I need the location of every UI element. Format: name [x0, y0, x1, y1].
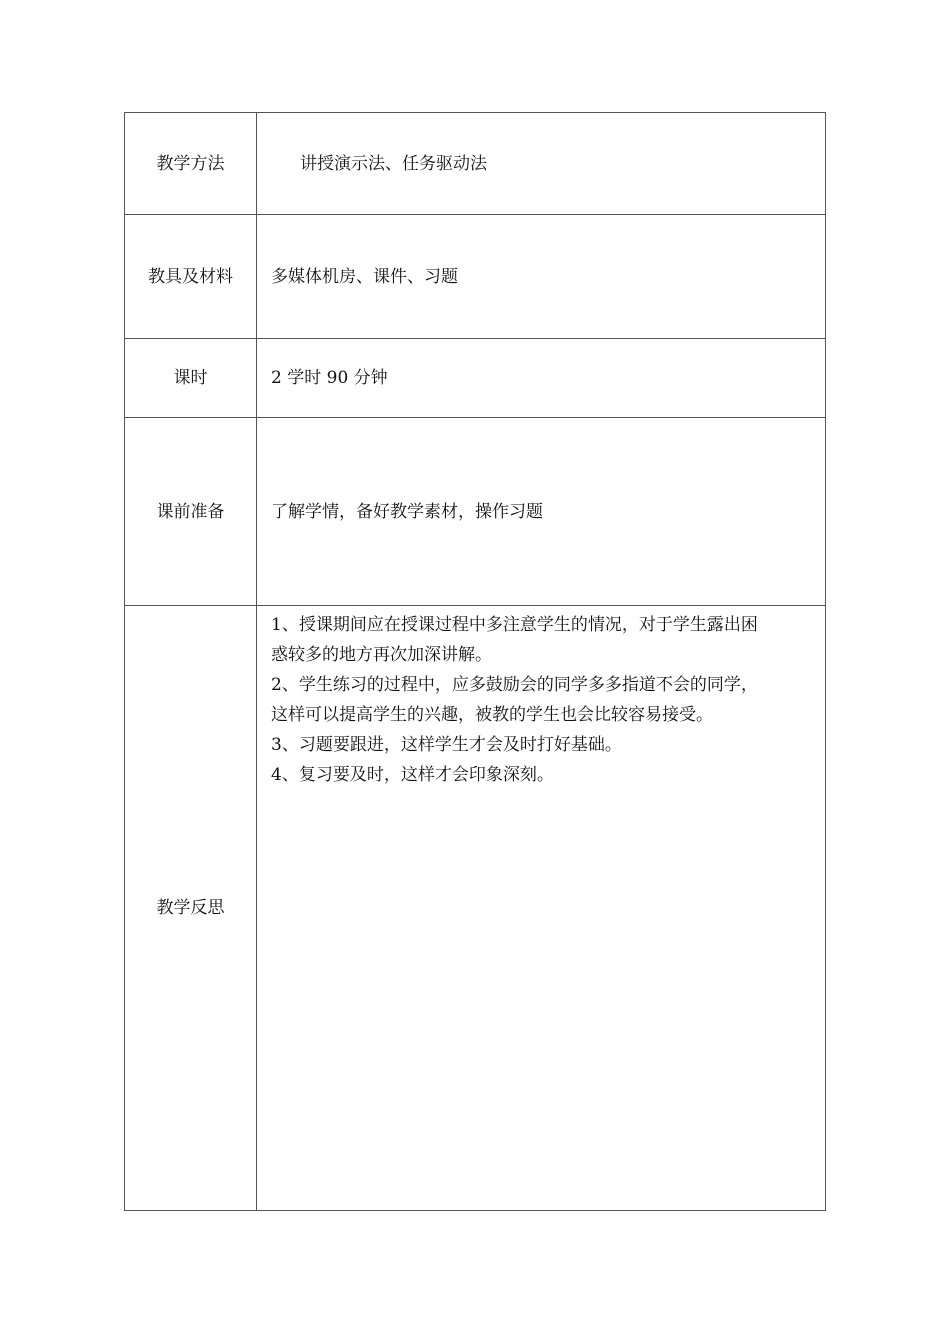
reflection-line: 3、习题要跟进，这样学生才会及时打好基础。: [271, 735, 622, 755]
reflection-line: 1、授课期间应在授课过程中多注意学生的情况，对于学生露出困: [271, 615, 758, 635]
reflection-line: 惑较多的地方再次加深讲解。: [271, 645, 492, 665]
materials-value: 多媒体机房、课件、习题: [257, 215, 826, 339]
reflection-value: [257, 606, 826, 1211]
reflection-line: 4、复习要及时，这样才会印象深刻。: [271, 765, 554, 785]
method-label: 教学方法: [125, 113, 257, 215]
reflection-line: 2、学生练习的过程中，应多鼓励会的同学多多指道不会的同学，: [271, 675, 758, 695]
table-row-method: [125, 113, 826, 215]
hours-value: 2 学时 90 分钟: [257, 339, 826, 418]
table-row-materials: [125, 215, 826, 339]
table-row-prep: [125, 418, 826, 606]
table-row-hours: [125, 339, 826, 418]
prep-value: 了解学情，备好教学素材，操作习题: [257, 418, 826, 606]
table-row-reflection: [125, 606, 826, 1211]
lesson-plan-table: [124, 112, 826, 1211]
materials-label: 教具及材料: [125, 215, 257, 339]
prep-label: 课前准备: [125, 418, 257, 606]
method-value: 讲授演示法、任务驱动法: [257, 113, 826, 215]
reflection-label: 教学反思: [125, 606, 257, 1211]
hours-label: 课时: [125, 339, 257, 418]
reflection-line: 这样可以提高学生的兴趣，被教的学生也会比较容易接受。: [271, 705, 713, 725]
